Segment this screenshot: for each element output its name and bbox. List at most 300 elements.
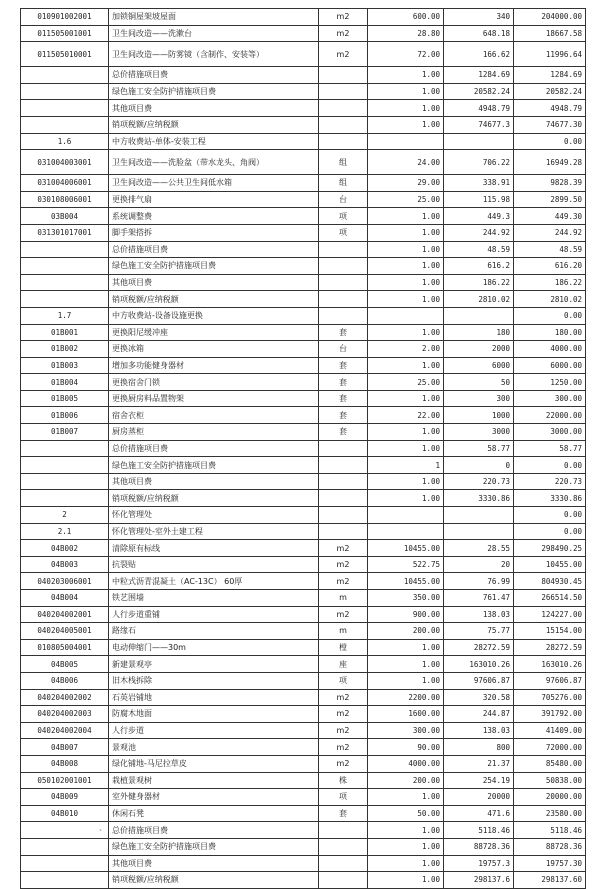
item-code-cell: 031004006001 (21, 175, 109, 192)
item-name-cell: 绿色施工安全防护措施项目费 (109, 258, 319, 275)
table-row (21, 208, 586, 225)
bill-of-quantities-table (20, 8, 586, 889)
item-code-cell: 2 (21, 507, 109, 524)
item-name-cell: 休闲石凳 (109, 805, 319, 822)
table-row (21, 440, 586, 457)
item-code-cell: 011505001001 (21, 25, 109, 42)
item-code-cell: 011505010001 (21, 42, 109, 67)
table-row (21, 457, 586, 474)
total-cell: 15154.00 (514, 623, 586, 640)
unit-cell: 套 (319, 374, 368, 391)
unit-cell: m2 (319, 722, 368, 739)
unit-cell (319, 822, 368, 839)
unit-cell (319, 473, 368, 490)
quantity-cell: 1600.00 (368, 706, 444, 723)
table-row (21, 133, 586, 150)
item-name-cell: 人行步道 (109, 722, 319, 739)
total-cell: 4000.00 (514, 341, 586, 358)
unit-price-cell: 5118.46 (444, 822, 514, 839)
table-row (21, 540, 586, 557)
total-cell: 48.59 (514, 241, 586, 258)
total-cell: 20582.24 (514, 83, 586, 100)
unit-price-cell (444, 133, 514, 150)
unit-price-cell (444, 307, 514, 324)
total-cell: 705276.00 (514, 689, 586, 706)
table-row (21, 755, 586, 772)
item-code-cell (21, 116, 109, 133)
item-name-cell: 景观池 (109, 739, 319, 756)
item-name-cell: 其他项目费 (109, 855, 319, 872)
total-cell: 22000.00 (514, 407, 586, 424)
item-name-cell: 室外健身器材 (109, 789, 319, 806)
unit-cell (319, 274, 368, 291)
quantity-cell (368, 133, 444, 150)
unit-price-cell: 449.3 (444, 208, 514, 225)
item-name-cell: 抗裂贴 (109, 556, 319, 573)
unit-price-cell: 648.18 (444, 25, 514, 42)
quantity-cell: 1.00 (368, 208, 444, 225)
unit-cell: m (319, 623, 368, 640)
quantity-cell: 1.00 (368, 390, 444, 407)
total-cell: 23580.00 (514, 805, 586, 822)
item-code-cell: 1.6 (21, 133, 109, 150)
unit-cell (319, 291, 368, 308)
item-name-cell: 更换阳尼缓冲座 (109, 324, 319, 341)
table-row (21, 507, 586, 524)
unit-cell (319, 457, 368, 474)
total-cell: 11996.64 (514, 42, 586, 67)
unit-cell: 套 (319, 357, 368, 374)
unit-cell: m2 (319, 755, 368, 772)
item-name-cell: 怀化管理处 (109, 507, 319, 524)
item-code-cell: 040203006001 (21, 573, 109, 590)
total-cell: 74677.30 (514, 116, 586, 133)
unit-price-cell: 4948.79 (444, 100, 514, 117)
total-cell: 18667.58 (514, 25, 586, 42)
quantity-cell: 29.00 (368, 175, 444, 192)
unit-cell: 项 (319, 224, 368, 241)
unit-cell (319, 855, 368, 872)
unit-price-cell: 1284.69 (444, 67, 514, 84)
total-cell: 616.20 (514, 258, 586, 275)
unit-cell: m2 (319, 689, 368, 706)
item-name-cell: 绿化铺地-马尼拉草皮 (109, 755, 319, 772)
item-code-cell: 040204002002 (21, 689, 109, 706)
item-name-cell: 更换厨房料品置物架 (109, 390, 319, 407)
item-code-cell: 050102001001 (21, 772, 109, 789)
unit-price-cell: 50 (444, 374, 514, 391)
table-row (21, 9, 586, 26)
item-name-cell: 绿色施工安全防护措施项目费 (109, 457, 319, 474)
quantity-cell: 25.00 (368, 191, 444, 208)
quantity-cell: 1.00 (368, 656, 444, 673)
table-row (21, 25, 586, 42)
table-row (21, 241, 586, 258)
unit-cell (319, 67, 368, 84)
unit-price-cell: 138.03 (444, 606, 514, 623)
quantity-cell: 1.00 (368, 672, 444, 689)
total-cell: 50838.00 (514, 772, 586, 789)
total-cell: 16949.28 (514, 150, 586, 175)
item-name-cell: 总价措施项目费 (109, 822, 319, 839)
item-code-cell (21, 872, 109, 889)
quantity-cell: 1.00 (368, 258, 444, 275)
unit-cell: m2 (319, 540, 368, 557)
unit-price-cell: 471.6 (444, 805, 514, 822)
total-cell: 220.73 (514, 473, 586, 490)
total-cell: 124227.00 (514, 606, 586, 623)
unit-price-cell: 20000 (444, 789, 514, 806)
unit-price-cell: 28272.59 (444, 639, 514, 656)
quantity-cell: 1.00 (368, 440, 444, 457)
unit-price-cell: 706.22 (444, 150, 514, 175)
total-cell: 0.00 (514, 457, 586, 474)
unit-price-cell: 2000 (444, 341, 514, 358)
table-row (21, 341, 586, 358)
unit-price-cell: 58.77 (444, 440, 514, 457)
quantity-cell (368, 307, 444, 324)
unit-price-cell: 244.87 (444, 706, 514, 723)
item-code-cell (21, 291, 109, 308)
unit-price-cell: 75.77 (444, 623, 514, 640)
item-name-cell: 铁艺围墙 (109, 590, 319, 607)
unit-price-cell: 166.62 (444, 42, 514, 67)
unit-cell: m2 (319, 739, 368, 756)
unit-cell: m2 (319, 573, 368, 590)
item-code-cell (21, 855, 109, 872)
total-cell: 28272.59 (514, 639, 586, 656)
unit-price-cell: 48.59 (444, 241, 514, 258)
unit-price-cell: 163010.26 (444, 656, 514, 673)
table-row (21, 291, 586, 308)
item-name-cell: 电动伸缩门——30m (109, 639, 319, 656)
unit-cell: 台 (319, 341, 368, 358)
unit-price-cell: 300 (444, 390, 514, 407)
quantity-cell: 72.00 (368, 42, 444, 67)
unit-price-cell: 21.37 (444, 755, 514, 772)
item-code-cell: 01B003 (21, 357, 109, 374)
item-name-cell: 更换排气扇 (109, 191, 319, 208)
quantity-cell: 4000.00 (368, 755, 444, 772)
item-code-cell: 01B002 (21, 341, 109, 358)
unit-price-cell: 88728.36 (444, 838, 514, 855)
scan-mark: 、 (99, 823, 107, 832)
quantity-cell: 1.00 (368, 872, 444, 889)
item-name-cell: 销项税额/应纳税额 (109, 116, 319, 133)
item-name-cell: 中方收费站-单体-安装工程 (109, 133, 319, 150)
table-row (21, 407, 586, 424)
table-row (21, 789, 586, 806)
item-code-cell: 040204005001 (21, 623, 109, 640)
total-cell: 300.00 (514, 390, 586, 407)
total-cell: 804930.45 (514, 573, 586, 590)
unit-cell: 套 (319, 324, 368, 341)
unit-price-cell: 220.73 (444, 473, 514, 490)
item-name-cell: 卫生间改造——公共卫生间低水箱 (109, 175, 319, 192)
table-row (21, 258, 586, 275)
quantity-cell: 1.00 (368, 822, 444, 839)
item-name-cell: 销项税额/应纳税额 (109, 291, 319, 308)
total-cell: 266514.50 (514, 590, 586, 607)
item-name-cell: 路缘石 (109, 623, 319, 640)
table-row (21, 490, 586, 507)
unit-cell: m2 (319, 556, 368, 573)
quantity-cell: 10455.00 (368, 573, 444, 590)
unit-price-cell: 3330.86 (444, 490, 514, 507)
total-cell: 0.00 (514, 507, 586, 524)
unit-cell (319, 523, 368, 540)
table-body (21, 9, 586, 889)
unit-cell: 套 (319, 424, 368, 441)
unit-price-cell: 298137.6 (444, 872, 514, 889)
item-code-cell: 03B004 (21, 208, 109, 225)
item-name-cell: 厨房蒸柜 (109, 424, 319, 441)
total-cell: 72000.00 (514, 739, 586, 756)
unit-price-cell: 3000 (444, 424, 514, 441)
unit-price-cell: 74677.3 (444, 116, 514, 133)
unit-price-cell: 180 (444, 324, 514, 341)
quantity-cell: 1.00 (368, 424, 444, 441)
unit-cell: 株 (319, 772, 368, 789)
table-row (21, 473, 586, 490)
quantity-cell: 1.00 (368, 83, 444, 100)
item-code-cell: 040204002004 (21, 722, 109, 739)
item-code-cell (21, 100, 109, 117)
unit-cell (319, 872, 368, 889)
item-name-cell: 其他项目费 (109, 274, 319, 291)
item-code-cell (21, 838, 109, 855)
unit-cell: 樘 (319, 639, 368, 656)
table-row (21, 390, 586, 407)
unit-price-cell: 20 (444, 556, 514, 573)
item-code-cell (21, 258, 109, 275)
unit-cell: 套 (319, 390, 368, 407)
item-code-cell: 04B007 (21, 739, 109, 756)
table-row (21, 150, 586, 175)
table-row (21, 116, 586, 133)
table-row (21, 706, 586, 723)
quantity-cell: 200.00 (368, 623, 444, 640)
quantity-cell: 1.00 (368, 100, 444, 117)
unit-cell: 项 (319, 672, 368, 689)
table-row (21, 274, 586, 291)
item-name-cell: 系统调整费 (109, 208, 319, 225)
total-cell: 97606.87 (514, 672, 586, 689)
item-name-cell: 旧木栈拆除 (109, 672, 319, 689)
table-row (21, 739, 586, 756)
item-code-cell: 040204002001 (21, 606, 109, 623)
table-row (21, 656, 586, 673)
table-row (21, 772, 586, 789)
unit-cell: m2 (319, 606, 368, 623)
quantity-cell: 600.00 (368, 9, 444, 26)
unit-price-cell: 0 (444, 457, 514, 474)
unit-price-cell: 115.98 (444, 191, 514, 208)
unit-cell (319, 133, 368, 150)
item-code-cell (21, 241, 109, 258)
item-code-cell: 031004003001 (21, 150, 109, 175)
item-code-cell (21, 83, 109, 100)
table-row (21, 324, 586, 341)
unit-cell: 组 (319, 175, 368, 192)
quantity-cell: 1.00 (368, 241, 444, 258)
unit-cell (319, 100, 368, 117)
item-code-cell: 01B001 (21, 324, 109, 341)
table-row (21, 573, 586, 590)
quantity-cell: 28.80 (368, 25, 444, 42)
item-code-cell (21, 67, 109, 84)
unit-cell: m2 (319, 42, 368, 67)
item-name-cell: 宿舍衣柜 (109, 407, 319, 424)
table-row (21, 672, 586, 689)
total-cell: 163010.26 (514, 656, 586, 673)
item-code-cell: 04B010 (21, 805, 109, 822)
unit-cell: 项 (319, 789, 368, 806)
quantity-cell (368, 523, 444, 540)
total-cell: 1250.00 (514, 374, 586, 391)
quantity-cell: 1.00 (368, 357, 444, 374)
total-cell: 391792.00 (514, 706, 586, 723)
total-cell: 3000.00 (514, 424, 586, 441)
item-name-cell: 卫生间改造——防雾镜（含制作、安装等） (109, 42, 319, 67)
unit-cell: m2 (319, 25, 368, 42)
quantity-cell: 1.00 (368, 324, 444, 341)
item-code-cell: 01B006 (21, 407, 109, 424)
item-code-cell (21, 473, 109, 490)
total-cell: 298137.60 (514, 872, 586, 889)
quantity-cell (368, 507, 444, 524)
table-row (21, 689, 586, 706)
total-cell: 6000.00 (514, 357, 586, 374)
quantity-cell: 200.00 (368, 772, 444, 789)
quantity-cell: 300.00 (368, 722, 444, 739)
item-name-cell: 其他项目费 (109, 473, 319, 490)
quantity-cell: 900.00 (368, 606, 444, 623)
total-cell: 9828.39 (514, 175, 586, 192)
table-row (21, 590, 586, 607)
item-code-cell: 01B004 (21, 374, 109, 391)
unit-cell (319, 241, 368, 258)
unit-cell (319, 83, 368, 100)
item-name-cell: 加锁铜屋架坡屋面 (109, 9, 319, 26)
unit-price-cell: 138.03 (444, 722, 514, 739)
total-cell: 449.30 (514, 208, 586, 225)
total-cell: 204000.00 (514, 9, 586, 26)
table-row (21, 357, 586, 374)
quantity-cell: 1.00 (368, 473, 444, 490)
item-name-cell: 更换冰箱 (109, 341, 319, 358)
quantity-cell: 1 (368, 457, 444, 474)
unit-cell (319, 258, 368, 275)
total-cell: 186.22 (514, 274, 586, 291)
table-row (21, 523, 586, 540)
quantity-cell: 25.00 (368, 374, 444, 391)
quantity-cell: 10455.00 (368, 540, 444, 557)
item-name-cell: 防腐木地面 (109, 706, 319, 723)
unit-cell: 台 (319, 191, 368, 208)
item-name-cell: 怀化管理处-室外土建工程 (109, 523, 319, 540)
total-cell: 0.00 (514, 133, 586, 150)
unit-cell: 套 (319, 407, 368, 424)
quantity-cell: 1.00 (368, 224, 444, 241)
total-cell: 58.77 (514, 440, 586, 457)
quantity-cell: 24.00 (368, 150, 444, 175)
total-cell: 0.00 (514, 523, 586, 540)
total-cell: 0.00 (514, 307, 586, 324)
item-code-cell: 030108006001 (21, 191, 109, 208)
total-cell: 88728.36 (514, 838, 586, 855)
quantity-cell: 1.00 (368, 67, 444, 84)
quantity-cell: 2200.00 (368, 689, 444, 706)
unit-price-cell: 1000 (444, 407, 514, 424)
unit-cell: 座 (319, 656, 368, 673)
total-cell: 1284.69 (514, 67, 586, 84)
unit-cell: m (319, 590, 368, 607)
item-code-cell: 04B003 (21, 556, 109, 573)
quantity-cell: 50.00 (368, 805, 444, 822)
item-code-cell: 04B008 (21, 755, 109, 772)
item-name-cell: 增加多功能健身器材 (109, 357, 319, 374)
quantity-cell: 1.00 (368, 490, 444, 507)
item-code-cell: 1.7 (21, 307, 109, 324)
item-name-cell: 石英岩铺地 (109, 689, 319, 706)
total-cell: 180.00 (514, 324, 586, 341)
table-row (21, 100, 586, 117)
unit-price-cell: 76.99 (444, 573, 514, 590)
unit-cell: m2 (319, 706, 368, 723)
item-code-cell: 01B005 (21, 390, 109, 407)
table-row (21, 838, 586, 855)
table-row (21, 805, 586, 822)
total-cell: 4948.79 (514, 100, 586, 117)
item-name-cell: 绿色施工安全防护措施项目费 (109, 838, 319, 855)
table-row (21, 307, 586, 324)
table-row (21, 83, 586, 100)
unit-price-cell: 320.58 (444, 689, 514, 706)
item-code-cell: 04B006 (21, 672, 109, 689)
item-code-cell: 2.1 (21, 523, 109, 540)
item-name-cell: 新建景观亭 (109, 656, 319, 673)
total-cell: 2810.02 (514, 291, 586, 308)
unit-cell (319, 838, 368, 855)
unit-price-cell: 186.22 (444, 274, 514, 291)
item-code-cell: 031301017001 (21, 224, 109, 241)
item-name-cell: 总价措施项目费 (109, 67, 319, 84)
item-code-cell: 040204002003 (21, 706, 109, 723)
quantity-cell: 90.00 (368, 739, 444, 756)
item-code-cell (21, 274, 109, 291)
unit-price-cell: 338.91 (444, 175, 514, 192)
quantity-cell: 1.00 (368, 789, 444, 806)
item-code-cell (21, 457, 109, 474)
quantity-cell: 1.00 (368, 639, 444, 656)
table-row (21, 191, 586, 208)
item-code-cell (21, 440, 109, 457)
total-cell: 10455.00 (514, 556, 586, 573)
unit-cell: 组 (319, 150, 368, 175)
total-cell: 2899.50 (514, 191, 586, 208)
table-row (21, 424, 586, 441)
total-cell: 244.92 (514, 224, 586, 241)
table-row (21, 722, 586, 739)
unit-cell (319, 440, 368, 457)
table-row (21, 556, 586, 573)
item-code-cell: 010805004001 (21, 639, 109, 656)
table-row (21, 606, 586, 623)
item-name-cell: 绿色施工安全防护措施项目费 (109, 83, 319, 100)
table-row (21, 623, 586, 640)
item-name-cell: 人行步道重铺 (109, 606, 319, 623)
